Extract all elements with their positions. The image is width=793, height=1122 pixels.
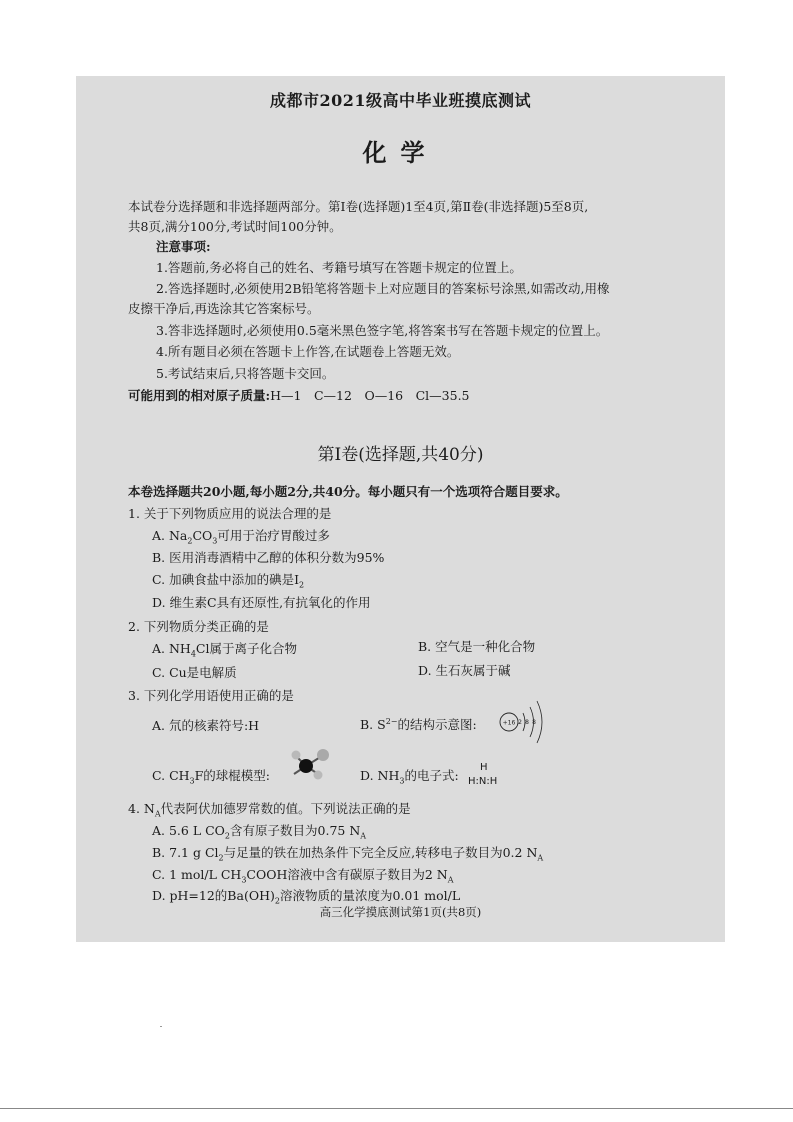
q2-option-b: B. 空气是一种化合物 bbox=[418, 639, 536, 654]
q2-stem: 2. 下列物质分类正确的是 bbox=[128, 619, 269, 634]
page-footer: 高三化学摸底测试第1页(共8页) bbox=[319, 905, 482, 919]
q3-stem: 3. 下列化学用语使用正确的是 bbox=[128, 688, 294, 703]
note-5: 5.考试结束后,只将答题卡交回。 bbox=[156, 366, 335, 381]
q4-option-a: A. 5.6 L $CO_2$含有原子数目为0.75 $N_A$ bbox=[152, 823, 367, 841]
q2-option-c: C. Cu是电解质 bbox=[152, 665, 237, 680]
shell-2-electrons: 8 bbox=[525, 719, 529, 726]
subject-title: 化学 bbox=[362, 138, 439, 167]
q1-option-b: B. 医用消毒酒精中乙醇的体积分数为95% bbox=[152, 550, 385, 565]
scan-speck bbox=[160, 1026, 162, 1027]
q2-option-a: A. $NH_4Cl$属于离子化合物 bbox=[152, 641, 297, 659]
note-2b: 皮擦干净后,再选涂其它答案标号。 bbox=[128, 301, 320, 316]
nh3-electron-formula-top: H bbox=[480, 762, 488, 773]
sulfide-ion-structure-diagram bbox=[496, 698, 548, 746]
notes-title: 注意事项: bbox=[156, 239, 211, 254]
shell-1-electrons: 2 bbox=[518, 719, 522, 726]
shell-3-electrons: 8 bbox=[532, 719, 536, 726]
note-2a: 2.答选择题时,必须使用2B铅笔将答题卡上对应题目的答案标号涂黑,如需改动,用橡 bbox=[156, 281, 610, 296]
ch3f-ball-and-stick-model bbox=[284, 746, 336, 782]
q4-option-d: D. pH=12的$Ba(OH)_2$溶液物质的量浓度为0.01 mol/L bbox=[152, 888, 461, 906]
q3-option-a: A. 氘的核素符号:H bbox=[152, 718, 260, 733]
section-title: 第Ⅰ卷(选择题,共40分) bbox=[317, 445, 484, 465]
q4-stem: 4. $N_A$代表阿伏加德罗常数的值。下列说法正确的是 bbox=[128, 801, 411, 819]
intro-line-1: 本试卷分选择题和非选择题两部分。第Ⅰ卷(选择题)1至4页,第Ⅱ卷(非选择题)5至8页, bbox=[128, 199, 589, 214]
q4-option-c: C. 1 mol/L $CH_3COOH$溶液中含有碳原子数目为2 $N_A$ bbox=[152, 867, 454, 885]
atomic-mass-label: 可能用到的相对原子质量: bbox=[128, 388, 271, 403]
q3-option-b: B. $S^{2-}$的结构示意图: bbox=[360, 716, 477, 732]
q4-option-b: B. 7.1 g $Cl_2$与足量的铁在加热条件下完全反应,转移电子数目为0.2 $N_A$ bbox=[152, 845, 544, 863]
intro-line-2: 共8页,满分100分,考试时间100分钟。 bbox=[128, 219, 342, 234]
page-bottom-border bbox=[0, 1108, 793, 1109]
nh3-electron-formula-main: H:N:H bbox=[468, 776, 498, 787]
note-3: 3.答非选择题时,必须使用0.5毫米黑色签字笔,将答案书写在答题卡规定的位置上。 bbox=[156, 323, 609, 338]
atomic-mass-values: H—1 C—12 O—16 Cl—35.5 bbox=[270, 388, 470, 403]
q1-option-c: C. 加碘食盐中添加的碘是$I_2$ bbox=[152, 572, 305, 590]
exam-paper-photo bbox=[76, 76, 725, 942]
note-4: 4.所有题目必须在答题卡上作答,在试题卷上答题无效。 bbox=[156, 344, 460, 359]
q1-stem: 1. 关于下列物质应用的说法合理的是 bbox=[128, 506, 332, 521]
exam-title: 成都市2021级高中毕业班摸底测试 bbox=[269, 91, 532, 110]
q2-option-d: D. 生石灰属于碱 bbox=[418, 663, 511, 678]
nucleus-charge: +16 bbox=[502, 719, 516, 727]
q3-option-d: D. $NH_3$的电子式: bbox=[360, 768, 459, 786]
q1-option-a: A. $Na_2CO_3$可用于治疗胃酸过多 bbox=[152, 528, 330, 546]
q1-option-d: D. 维生素C具有还原性,有抗氧化的作用 bbox=[152, 595, 371, 610]
atomic-mass-line bbox=[128, 388, 470, 404]
note-1: 1.答题前,务必将自己的姓名、考籍号填写在答题卡规定的位置上。 bbox=[156, 260, 522, 275]
section-instruction: 本卷选择题共20小题,每小题2分,共40分。每小题只有一个选项符合题目要求。 bbox=[128, 484, 568, 499]
q3-option-c: C. $CH_3F$的球棍模型: bbox=[152, 768, 271, 786]
